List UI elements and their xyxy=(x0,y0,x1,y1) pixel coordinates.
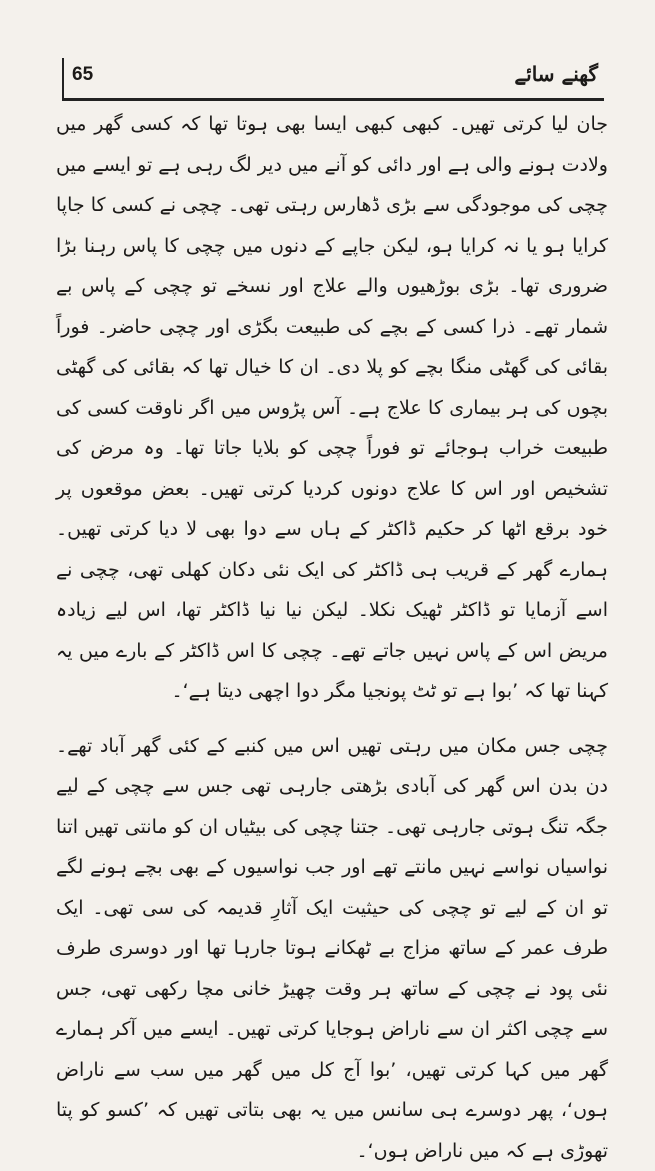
paragraph-1: جان لیا کرتی تھیں۔ کبھی کبھی ایسا بھی ہوتا تھا کہ کسی گھر میں ولادت ہونے والی ہے اور دائی کو آنے میں دیر لگ رہی ہے تو ایسے میں چچی کی موجودگی سے بڑی ڈھارس رہتی تھی۔ چچی نے کسی کا جاپا کرایا ہو یا نہ کرایا ہو، لیکن جاپے کے دنوں میں چچی کا پاس رہنا بڑا ضروری تھا۔ بڑی بوڑھیوں والے علاج اور نسخے تو چچی کے پاس بے شمار تھے۔ ذرا کسی کے بچے کی طبیعت بگڑی اور چچی حاضر۔ فوراً بقائی کی گھٹی منگا بچے کو پلا دی۔ ان کا خیال تھا کہ بقائی کی گھٹی بچوں کی ہر بیماری کا علاج ہے۔ آس پڑوس میں اگر ناوقت کسی کی طبیعت خراب ہوجائے تو فوراً چچی کو بلایا جاتا تھا۔ وہ مرض کی تشخیص اور اس کا علاج دونوں کردیا کرتی تھیں۔ بعض موقعوں پر خود برقع اٹھا کر حکیم ڈاکٹر کے ہاں سے دوا بھی لا دیا کرتی تھیں۔ ہمارے گھر کے قریب ہی ڈاکٹر کی ایک نئی دکان کھلی تھی، چچی نے اسے آزمایا تو ڈاکٹر ٹھیک نکلا۔ لیکن نیا نیا ڈاکٹر تھا، اس لیے زیادہ مریض اس کے پاس نہیں جاتے تھے۔ چچی کا اس ڈاکٹر کے بارے میں یہ کہنا تھا کہ ’بوا ہے تو ٹٹ پونجیا مگر دوا اچھی دیتا ہے‘۔ xyxy=(56,104,608,712)
page-number: 65 xyxy=(72,64,93,86)
page-header xyxy=(62,58,604,101)
paragraph-2: چچی جس مکان میں رہتی تھیں اس میں کنبے کے کئی گھر آباد تھے۔ دن بدن اس گھر کی آبادی بڑھتی جارہی تھی جس سے چچی کے لیے جگہ تنگ ہوتی جارہی تھی۔ جتنا چچی کی بیٹیاں ان کو مانتی تھیں اتنا نواسیاں نواسے نہیں مانتے تھے اور جب نواسیوں کے بھی بچے ہونے لگے تو ان کے لیے تو چچی کی حیثیت ایک آثارِ قدیمہ کی سی تھی۔ ایک طرف عمر کے ساتھ مزاج بے ٹھکانے ہوتا جارہا تھا اور دوسری طرف نئی پود نے چچی کے ساتھ ہر وقت چھیڑ خانی مچا رکھی تھی، جس سے چچی اکثر ان سے ناراض ہوجایا کرتی تھیں۔ ایسے میں آکر ہمارے گھر میں کہا کرتی تھیں، ’بوا آج کل میں گھر میں سب سے ناراض ہوں‘، پھر دوسرے ہی سانس میں یہ بھی بتاتی تھیں کہ ’کسو کو پتا تھوڑی ہے کہ میں ناراض ہوں‘۔ xyxy=(56,726,608,1171)
body-text xyxy=(56,104,608,1171)
running-title: گھنے سائے xyxy=(514,62,598,86)
